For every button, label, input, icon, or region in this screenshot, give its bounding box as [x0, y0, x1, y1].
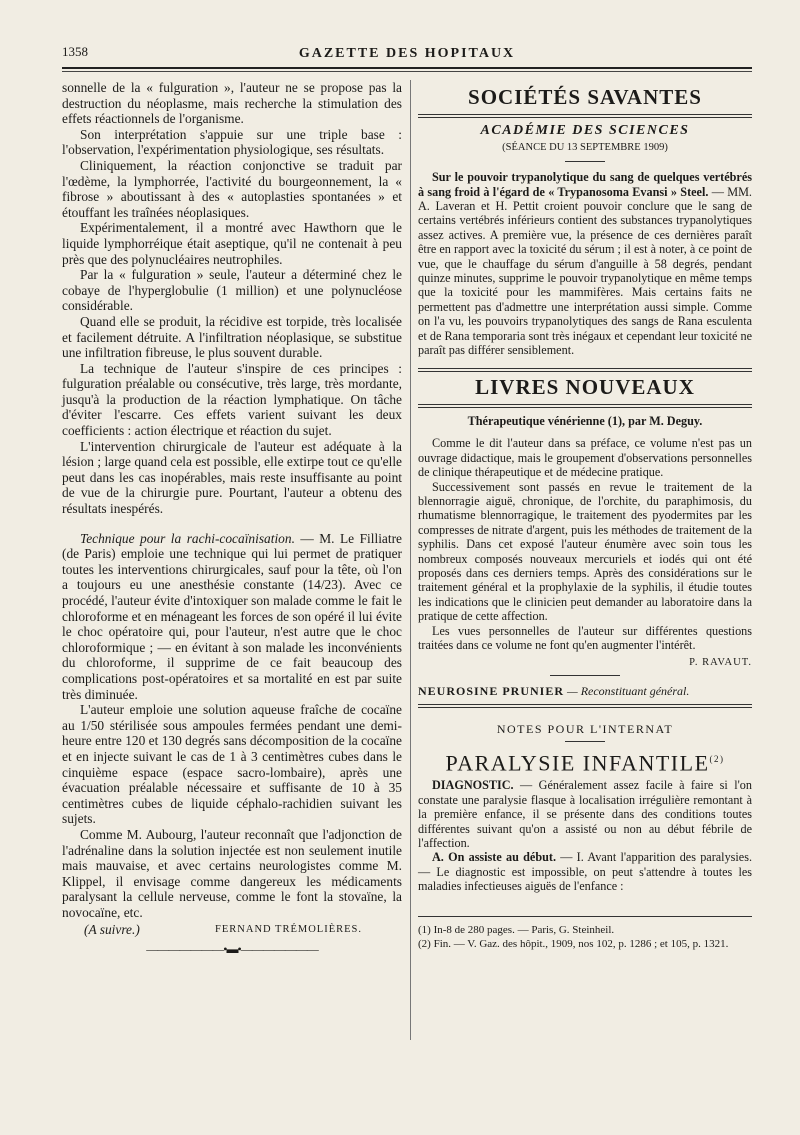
to-be-continued: (A suivre.) [84, 922, 140, 938]
paragraph: L'auteur emploie une solution aqueuse fraîche de cocaïne au 1/50 stérilisée sous ampoules fermées pendant une demi-heure entre 120 et 130 degrés sans décomposition de la cocaïne et en injecte suivant le cas de 1 à 3 centimètres cubes dans le cinquième espace (espace sacro-lombaire), après une évacuation préalable nécessaire et suffisante de 10 à 35 centimètres cubes de liquide céphalo-rachidien suivant les sujets. [62, 702, 402, 827]
section-title-livres: LIVRES NOUVEAUX [475, 374, 695, 399]
paragraph: L'intervention chirurgicale de l'auteur est adéquate à la lésion ; large quand cela est possible, elle extirpe tout ce qu'elle peut dans les cas inopérables, mais reste insuffisante au point de vue de la chirurgie pure. Pourtant, l'auteur a obtenu des résultats inespérés. [62, 438, 402, 517]
footnote-ref: (2) [709, 753, 725, 764]
author-signature: FERNAND TRÉMOLIÈRES. [215, 924, 362, 936]
header-rule-thin [62, 71, 752, 72]
section-title-societes: SOCIÉTÉS SAVANTES [468, 85, 702, 109]
rule [418, 704, 752, 708]
ornament-divider: ———————•▬•——————— [146, 942, 318, 957]
diagnostic-text: — Généralement assez facile à faire si l'on constate une paralysie flasque à localisation irrégulière remontant à la première enfance, il se présente dans des conditions toutes différentes suivant qu'on a assisté ou non au début fébrile de l'affection. [418, 778, 752, 850]
ad-text: — Reconstituant général. [564, 683, 690, 698]
assiste-label: A. On assiste au début. [432, 850, 556, 865]
paragraph: Expérimentalement, il a montré avec Hawthorn que le liquide lymphorréique était aseptique, qu'il ne contenait à peu près que des polynucléaires neutrophiles. [62, 220, 402, 267]
trypano-paragraph [418, 170, 752, 357]
short-rule [550, 675, 620, 676]
assiste-text: — I. Avant l'apparition des paralysies. — Le diagnostic est impossible, on peut s'attendre à toutes les maladies infectieuses aiguës de l'enfance : [418, 850, 752, 894]
advertisement [418, 684, 752, 698]
paragraph: Quand elle se produit, la récidive est torpide, très localisée et facilement détruite. A l'infiltration néoplasique, se substitue une infiltration fibreuse, le plus souvent durable. [62, 313, 402, 361]
rule [418, 368, 752, 372]
left-column [62, 80, 402, 958]
paragraph: Comme M. Aubourg, l'auteur reconnaît que l'adjonction de l'adrénaline dans la solution injectée est non seulement inutile mais mauvaise, et avec certains neurologistes comme M. Klippel, il envisage comme dangereux les médicaments paralysant la cellule nerveuse, comme le font la stovaïne, la novocaïne, etc. [62, 826, 402, 920]
short-rule [565, 741, 605, 742]
paragraph: Cliniquement, la réaction conjonctive se traduit par l'œdème, la lymphorrée, l'activité du bourgeonnement, la « fibrose » aboutissant à des « autoplasties spontanées » et étouffant les traînées néoplasiques. [62, 157, 402, 220]
book-review-signature: P. RAVAUT. [689, 657, 752, 669]
trypano-title: Sur le pouvoir trypanolytique du sang de quelques vertébrés à sang froid à l'égard de « Trypanosoma Evansi » Steel. [418, 170, 752, 199]
seance-date: (SÉANCE DU 13 SEPTEMBRE 1909) [502, 141, 668, 153]
paralysie-title-row [418, 749, 752, 775]
paragraph: Son interprétation s'appuie sur une triple base : l'observation, l'expérimentation physiologique, ses résultats. [62, 126, 402, 158]
rule [418, 114, 752, 118]
ad-brand: NEUROSINE PRUNIER [418, 683, 565, 698]
paragraph: La technique de l'auteur s'inspire de ces principes : fulguration préalable ou consécutive, très large, très mordante, jusqu'à la production de la réaction lymphatique. On tâche d'éviter l'escarre. Ces effets varient suivant les deux coefficients : action électrique et réaction du sujet. [62, 360, 402, 439]
article-title: Technique pour la rachi-cocaïnisation. [80, 530, 295, 546]
paragraph-rachi [62, 531, 402, 703]
paragraph: sonnelle de la « fulguration », l'auteur ne se propose pas la destruction du néoplasme, mais recherche la stimulation des effets réactionnels de l'organisme. [62, 80, 402, 127]
trypano-text: — MM. A. Laveran et H. Pettit croient pouvoir conclure que le sang de certains vertébrés inférieurs contient des substances trypanolytiques assez actives. A première vue, la présence de ces dernières paraît être en rapport avec la toxicité du sérum ; il est à noter, à ce point de vue, que le chauffage du sérum d'anguille à 58 degrés, pendant quinze minutes, supprime le pouvoir trypanolytique en même temps que la toxicité pour les mammifères. Mais certains faits ne permettent pas d'admettre une interprétation aussi simple. Comme on l'a vu, les pouvoirs trypanolytiques des sangs de Rana esculenta et de Rana temporaria sont très inégaux et cependant leur toxicité ne paraît pas différer sensiblement. [418, 184, 752, 358]
column-divider [410, 80, 411, 1040]
header-rule [62, 67, 752, 69]
footnote-1: (1) In-8 de 280 pages. — Paris, G. Steinheil. [418, 923, 615, 936]
diagnostic-paragraph [418, 778, 752, 850]
short-rule [565, 161, 605, 162]
article-body: — M. Le Filliatre (de Paris) emploie une technique qui lui permet de pratiquer toutes les interventions chirurgicales, sauf pour la tête, où l'on a toujours eu une anesthésie constante (14/23). Avec ce procédé, l'auteur évite d'intoxiquer son malade comme le fait le chloroforme et en ménageant les forces de son opéré il lui évite le choc opératoire qui, pour l'auteur, n'est autre que le choc chloroformique ; — en évitant à son malade les inconvénients du chloroforme, il supprime de ce fait beaucoup des complications post-opératoires et sa mortalité en est par suite très diminuée. [62, 530, 402, 702]
paralysie-title: PARALYSIE INFANTILE [445, 749, 710, 775]
rule [418, 404, 752, 408]
paragraph: Par la « fulguration » seule, l'auteur a déterminé chez le cobaye de l'hyperglobulie (1 million) et une polynucléose considérable. [62, 267, 402, 314]
footnotes [418, 916, 752, 951]
page-header [62, 38, 752, 66]
page-number: 1358 [62, 44, 88, 59]
journal-title: GAZETTE DES HOPITAUX [298, 46, 516, 61]
book-heading: Thérapeutique vénérienne (1), par M. Deguy. [467, 413, 703, 428]
academie-title: ACADÉMIE DES SCIENCES [480, 123, 690, 139]
signature-line [62, 922, 402, 938]
footnote-2: (2) Fin. — V. Gaz. des hôpit., 1909, nos 102, p. 1286 ; et 105, p. 1321. [418, 937, 729, 950]
paragraph: Successivement sont passés en revue le traitement de la blennorragie aiguë, chronique, de l'orchite, du paraphimosis, du rhumatisme blennorragique, le traitement des pyodermites par les compresses de nitrate d'argent, puis les méthodes de traitement de la syphilis. Dans cet exposé l'auteur énumère avec soin tous les nombreux composés nouveaux mercuriels et iodés qui ont été proposés dans ces derniers temps. Après des considérations sur le traitement général et la prophylaxie de la syphilis, il étudie toutes les indications que le clinicien peut demander au laboratoire dans la pratique de cette affection. [418, 479, 752, 624]
notes-title: NOTES POUR L'INTERNAT [496, 722, 674, 737]
assiste-paragraph [418, 850, 752, 893]
right-column [418, 82, 752, 951]
diagnostic-label: DIAGNOSTIC. [432, 778, 514, 793]
paragraph: Comme le dit l'auteur dans sa préface, ce volume n'est pas un ouvrage didactique, mais le groupement d'observations personnelles de clinique thérapeutique et de médecine pratique. [418, 436, 752, 480]
paragraph: Les vues personnelles de l'auteur sur différentes questions traitées dans ce volume ne font qu'en augmenter l'intérêt. [418, 623, 752, 652]
